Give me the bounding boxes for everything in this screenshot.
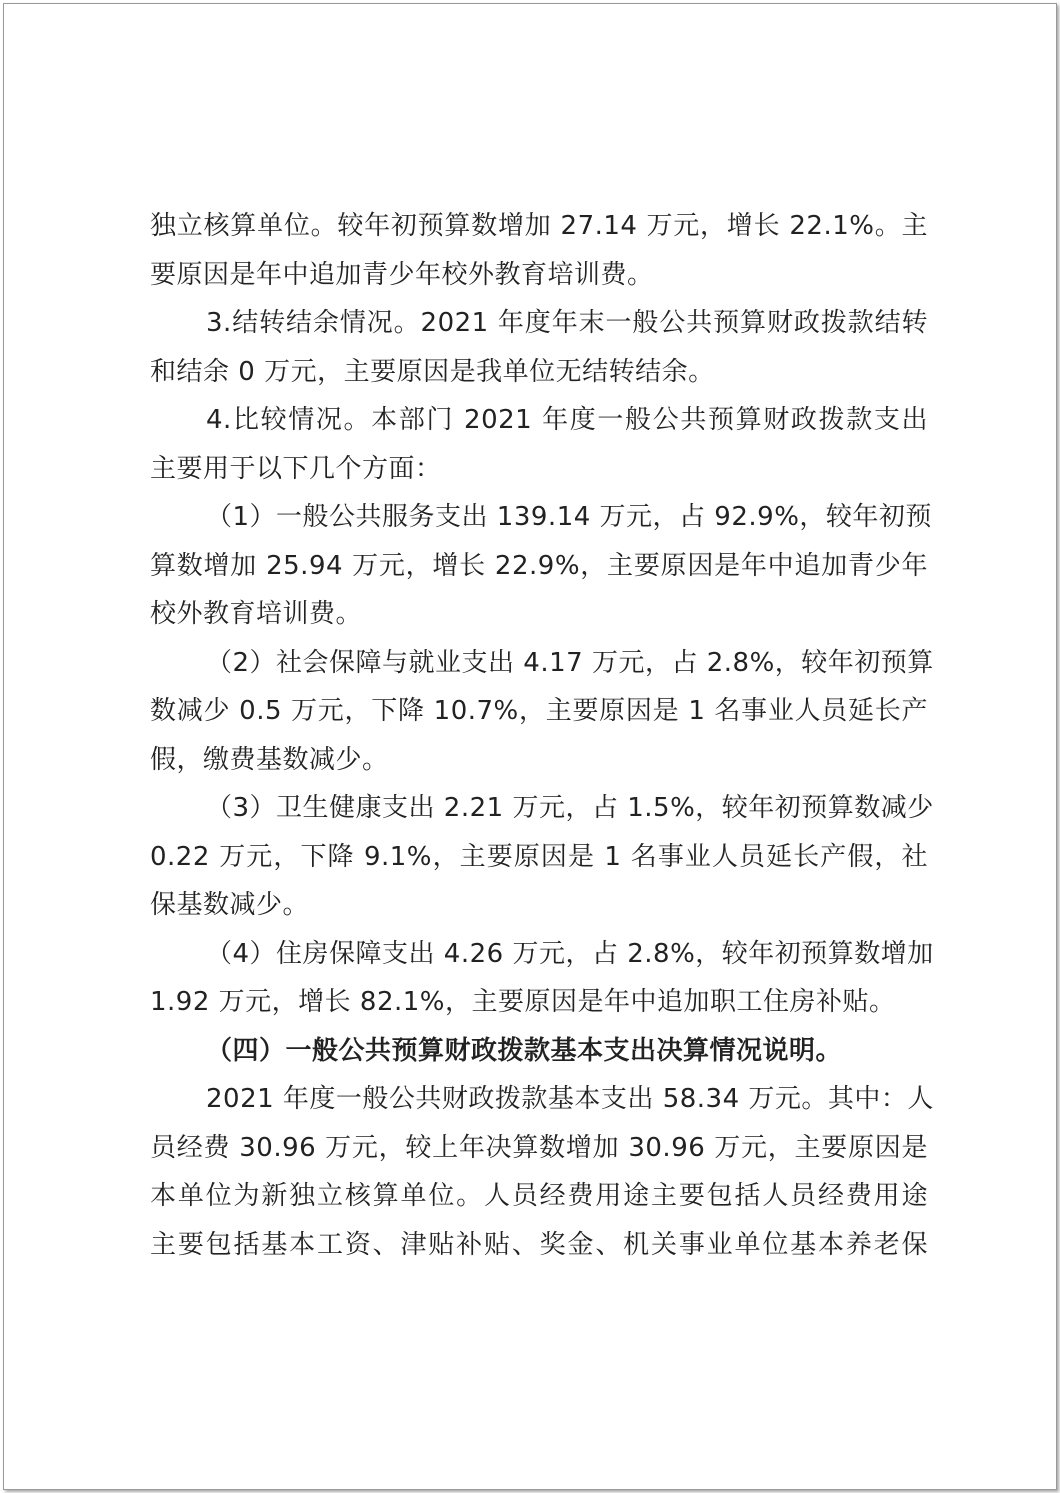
paragraph-line: 3.结转结余情况。2021 年度年末一般公共预算财政拨款结转: [206, 308, 928, 338]
paragraph-line: 2021 年度一般公共财政拨款基本支出 58.34 万元。其中：人: [206, 1084, 934, 1114]
section-heading: （四）一般公共预算财政拨款基本支出决算情况说明。: [206, 1035, 843, 1066]
document-page: [3, 3, 1057, 1490]
paragraph-line: 本单位为新独立核算单位。人员经费用途主要包括人员经费用途: [150, 1181, 928, 1211]
paragraph-line: 主要包括基本工资、津贴补贴、奖金、机关事业单位基本养老保: [150, 1229, 928, 1260]
paragraph-line: （3）卫生健康支出 2.21 万元，占 1.5%，较年初预算数减少: [206, 793, 934, 823]
paragraph-line: 4.比较情况。本部门 2021 年度一般公共预算财政拨款支出: [206, 405, 928, 435]
paragraph-line: 假，缴费基数减少。: [150, 744, 389, 775]
paragraph-line: 保基数减少。: [150, 890, 310, 920]
paragraph-line: 数减少 0.5 万元，下降 10.7%，主要原因是 1 名事业人员延长产: [150, 696, 928, 726]
document-body: [150, 202, 934, 1269]
paragraph-line: 员经费 30.96 万元，较上年决算数增加 30.96 万元，主要原因是: [150, 1132, 928, 1163]
paragraph-line: 要原因是年中追加青少年校外教育培训费。: [150, 259, 654, 290]
paragraph-line: 1.92 万元，增长 82.1%，主要原因是年中追加职工住房补贴。: [150, 987, 896, 1017]
paragraph-line: 算数增加 25.94 万元，增长 22.9%，主要原因是年中追加青少年: [150, 550, 928, 581]
paragraph-line: 主要用于以下几个方面：: [150, 453, 442, 484]
paragraph-line: 和结余 0 万元，主要原因是我单位无结转结余。: [150, 356, 715, 387]
paragraph-line: （1）一般公共服务支出 139.14 万元，占 92.9%，较年初预: [206, 502, 932, 532]
paragraph-line: 独立核算单位。较年初预算数增加 27.14 万元，增长 22.1%。主: [150, 211, 928, 241]
paragraph-line: 校外教育培训费。: [150, 599, 363, 629]
paragraph-line: 0.22 万元，下降 9.1%，主要原因是 1 名事业人员延长产假，社: [150, 841, 928, 872]
paragraph-line: （2）社会保障与就业支出 4.17 万元，占 2.8%，较年初预算: [206, 647, 934, 678]
paragraph-line: （4）住房保障支出 4.26 万元，占 2.8%，较年初预算数增加: [206, 938, 934, 969]
